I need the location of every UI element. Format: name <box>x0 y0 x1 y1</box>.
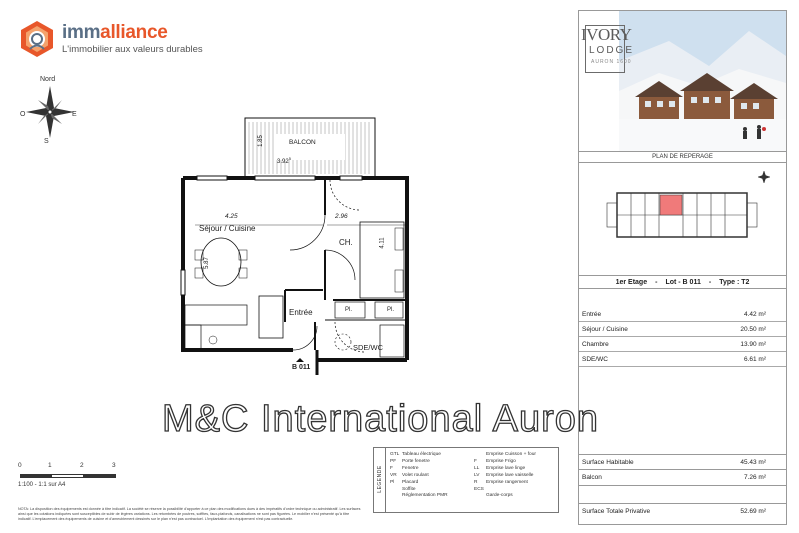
legend-item: GTL Tableau électrique <box>390 452 441 457</box>
legend-item: Emprise Cuisson + four <box>486 452 536 457</box>
lot-floor: 1er Etage <box>615 278 648 286</box>
lot-title: 1er Etage - Lot - B 011 - Type : T2 <box>579 275 786 289</box>
compass-east-label: E <box>72 111 77 118</box>
balcon-height: 1.85 <box>257 135 264 147</box>
legend-item: F Fenetre <box>390 465 419 471</box>
plan-ref-title: PLAN DE REPERAGE <box>579 151 786 163</box>
placard-label-2: Pl. <box>387 307 395 313</box>
sde-label: SDE/WC <box>353 343 383 352</box>
entree-label: Entrée <box>289 308 313 317</box>
legend-item: Réglementation PMR <box>402 493 448 499</box>
scale-bar <box>18 462 118 492</box>
project-hero-image <box>579 11 786 151</box>
compass-west-label: O <box>20 111 26 118</box>
hero-auron-text: AURON 1600 <box>591 59 632 65</box>
hero-lodge-text: LODGE <box>589 45 635 56</box>
compass-north-label: Nord <box>40 76 56 83</box>
plan-ref-map <box>579 163 786 275</box>
legend-item: ECS <box>474 486 484 492</box>
balcon-width: 3.92$^5$ <box>277 156 291 165</box>
brand-name: immalliance <box>62 22 168 43</box>
placard-label-1: Pl. <box>345 307 353 313</box>
table-row: Chambre 13.90 m² <box>579 337 786 352</box>
legend-item: LV Emprise lave vaisselle <box>474 472 534 478</box>
chambre-width: 2.96 <box>335 213 348 220</box>
disclaimer-note: NOTA: La disposition des équipements est donnée à titre indicatif. La société se réserve la possibilité d'apporter à ce plan des modifications dues à des impératifs d'ordre technique ou administratif. Les surfaces ainsi que les cotations indiquées sont susceptibles de subir de légères variations. Les retombées de poutres, soffites, faux-plafonds, canalisations ne sont pas figurées. Le mobilier n'est présenté qu'à titre indicatif. L'emplacement des équipements de cuisine et d'ameublement dessinés sur le plan n'est pas contractuel. L'implantation des équipement n'est pas contractuelle. <box>18 507 361 521</box>
table-row: Entrée 4.42 m² <box>579 307 786 322</box>
legend-item: Garde-corps <box>486 493 513 499</box>
hero-ivory-text: IVORY <box>581 25 632 44</box>
table-row: Balcon 7.26 m² <box>579 470 786 486</box>
sejour-width: 4.25 <box>225 213 238 220</box>
brand-tagline: L'immobilier aux valeurs durables <box>62 44 203 55</box>
legend-title: LEGENDE <box>377 465 383 493</box>
lot-marker: B 011 <box>292 364 311 371</box>
sejour-label: Séjour / Cuisine <box>199 224 256 233</box>
lot-number: Lot - B 011 <box>665 278 701 286</box>
lot-type: Type : T2 <box>719 278 750 286</box>
legend-item: LL Emprise lave linge <box>474 465 526 471</box>
totals-table <box>579 454 786 486</box>
legend-col-1 <box>390 452 448 500</box>
info-panel <box>578 10 787 525</box>
table-row: Séjour / Cuisine 20.50 m² <box>579 322 786 337</box>
floor-plan <box>175 110 425 380</box>
brand-logo <box>18 20 203 58</box>
compass-south-label: S <box>44 138 49 145</box>
legend-item: PF Porte fenetre <box>390 458 430 464</box>
legend-item: Pl Placard <box>390 479 419 485</box>
chambre-height: 4.11 <box>379 237 386 249</box>
scale-tick-1: 1 <box>48 462 52 469</box>
table-row: SDE/WC 6.61 m² <box>579 352 786 367</box>
sejour-height: 5.87 <box>203 257 210 269</box>
legend-item: R Emprise rangement <box>474 479 528 485</box>
scale-tick-2: 2 <box>80 462 84 469</box>
logo-icon <box>18 20 56 58</box>
legend-item: Soffite <box>402 486 416 492</box>
legend-col-2 <box>474 452 536 500</box>
compass-rose <box>20 76 80 148</box>
rooms-table <box>579 307 786 367</box>
scale-tick-3: 3 <box>112 462 116 469</box>
legend <box>373 447 559 513</box>
chambre-label: CH. <box>339 238 353 247</box>
table-row: Surface Habitable 45.43 m² <box>579 454 786 470</box>
balcon-label: BALCON <box>289 139 316 146</box>
scale-ratio: 1:100 - 1:1 sur A4 <box>18 482 66 488</box>
scale-tick-0: 0 <box>18 462 22 469</box>
watermark: M&C International Auron <box>162 398 600 440</box>
legend-item: F Emprise Frigo <box>474 458 516 464</box>
legend-item: VR Volet roulant <box>390 472 429 478</box>
total-surface-row: Surface Totale Privative 52.69 m² <box>579 503 786 519</box>
compass-star-icon <box>26 86 74 138</box>
